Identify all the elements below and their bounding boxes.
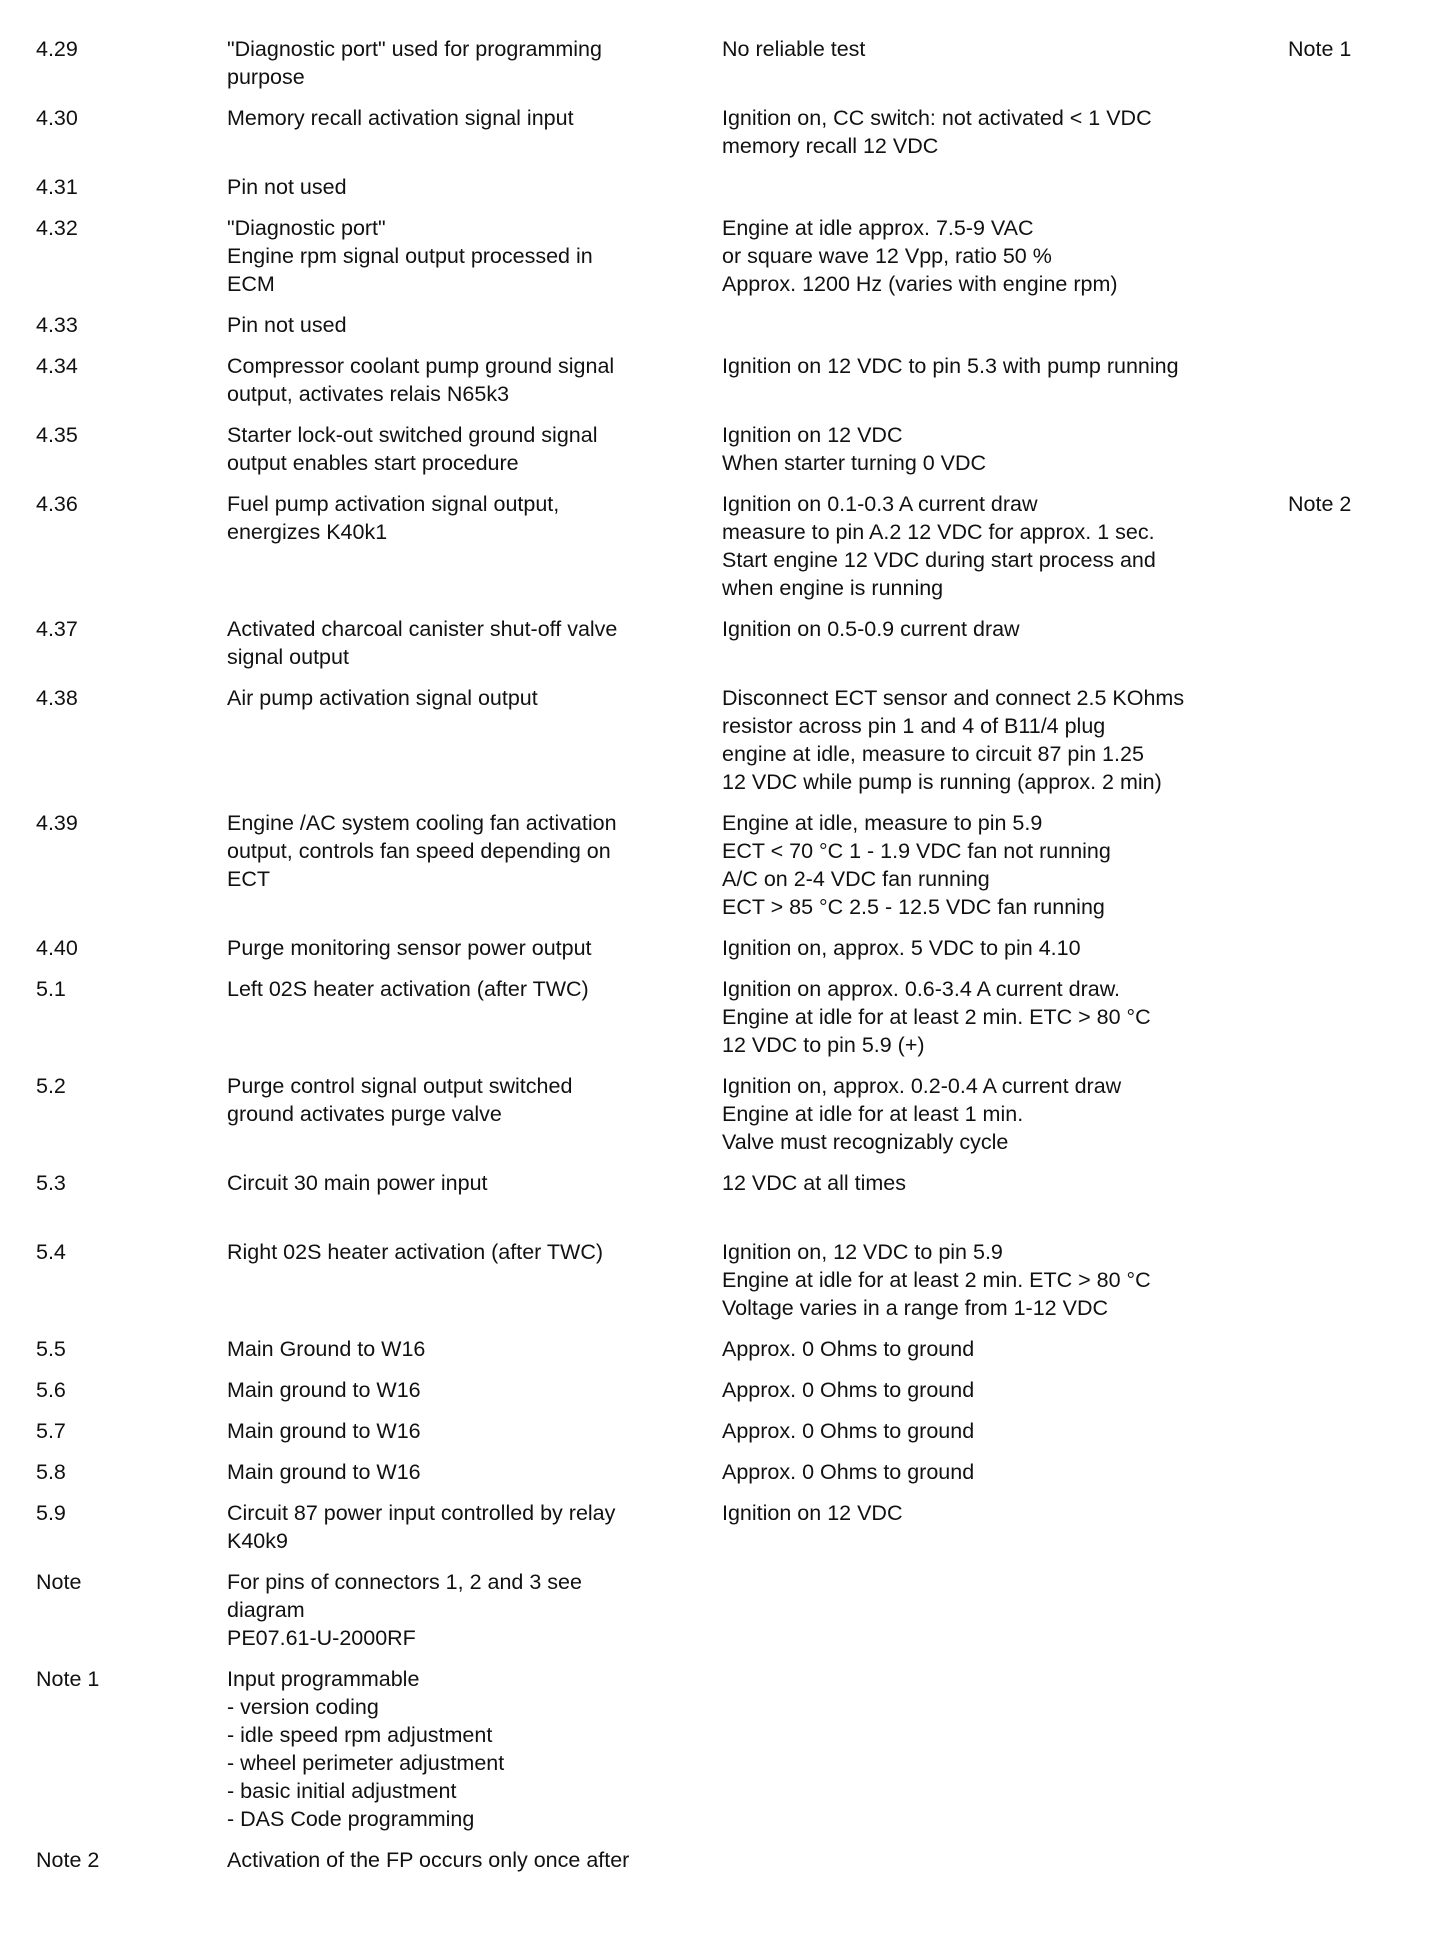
description-line: ECM (227, 272, 275, 296)
test-line: Ignition on, approx. 5 VDC to pin 4.10 (722, 936, 1081, 960)
pin-number: 4.36 (36, 492, 78, 516)
pin-description (227, 352, 722, 408)
test-line: Engine at idle for at least 1 min. (722, 1102, 1024, 1126)
test-condition (722, 1335, 1288, 1363)
test-line: Ignition on, approx. 0.2-0.4 A current draw (722, 1074, 1122, 1098)
test-line: memory recall 12 VDC (722, 134, 939, 158)
table-row (36, 214, 1436, 311)
description-line: - basic initial adjustment (227, 1779, 457, 1803)
table-row (36, 352, 1436, 421)
test-condition (722, 1376, 1288, 1404)
description-line: output, controls fan speed depending on (227, 839, 611, 863)
description-line: Activation of the FP occurs only once after (227, 1848, 630, 1872)
table-row (36, 311, 1436, 352)
test-line: Disconnect ECT sensor and connect 2.5 KOhms (722, 686, 1185, 710)
pin-number: 4.40 (36, 936, 78, 960)
description-line: Input programmable (227, 1667, 420, 1691)
pin-description (227, 1665, 722, 1833)
pin-description (227, 1417, 722, 1445)
table-row (36, 1335, 1436, 1376)
table-row (36, 173, 1436, 214)
table-row (36, 35, 1436, 104)
test-condition (722, 1417, 1288, 1445)
test-condition (722, 975, 1288, 1059)
table-row (36, 490, 1436, 615)
pin-description (227, 490, 722, 546)
table-row (36, 1568, 1436, 1665)
test-line: or square wave 12 Vpp, ratio 50 % (722, 244, 1052, 268)
description-line: Right 02S heater activation (after TWC) (227, 1240, 604, 1264)
description-line: Main Ground to W16 (227, 1337, 426, 1361)
description-line: Purge control signal output switched (227, 1074, 573, 1098)
test-line: Engine at idle for at least 2 min. ETC > 80 °C (722, 1005, 1151, 1029)
test-line: A/C on 2-4 VDC fan running (722, 867, 990, 891)
description-line: Circuit 87 power input controlled by relay (227, 1501, 616, 1525)
description-line: ECT (227, 867, 270, 891)
table-row (36, 975, 1436, 1072)
table-row (36, 1072, 1436, 1169)
description-line: Fuel pump activation signal output, (227, 492, 560, 516)
test-condition (722, 1238, 1288, 1322)
description-line: - DAS Code programming (227, 1807, 475, 1831)
test-line: Valve must recognizably cycle (722, 1130, 1009, 1154)
test-line: Ignition on 0.5-0.9 current draw (722, 617, 1020, 641)
pin-description (227, 421, 722, 477)
pin-number: 5.6 (36, 1378, 66, 1402)
test-line: Ignition on 12 VDC to pin 5.3 with pump running (722, 354, 1179, 378)
pin-description (227, 1072, 722, 1128)
pin-description (227, 173, 722, 201)
note-reference: Note 1 (1288, 37, 1352, 61)
pin-description (227, 1335, 722, 1363)
pin-description (227, 1568, 722, 1652)
table-row (36, 1417, 1436, 1458)
pin-number: 5.4 (36, 1240, 66, 1264)
table-row (36, 1499, 1436, 1568)
table-row (36, 104, 1436, 173)
description-line: Activated charcoal canister shut-off valve (227, 617, 618, 641)
test-condition (722, 352, 1288, 380)
description-line: Main ground to W16 (227, 1460, 421, 1484)
pin-description (227, 684, 722, 712)
test-line: Start engine 12 VDC during start process and (722, 548, 1156, 572)
pin-description (227, 1238, 722, 1266)
pin-number: Note 2 (36, 1848, 100, 1872)
note-reference: Note 2 (1288, 492, 1352, 516)
test-condition (722, 35, 1288, 63)
description-line: "Diagnostic port" (227, 216, 386, 240)
table-row (36, 615, 1436, 684)
table-row (36, 1665, 1436, 1846)
description-line: Purge monitoring sensor power output (227, 936, 592, 960)
pin-number: 5.1 (36, 977, 66, 1001)
test-line: Ignition on approx. 0.6-3.4 A current draw. (722, 977, 1121, 1001)
test-line: resistor across pin 1 and 4 of B11/4 plug (722, 714, 1106, 738)
description-line: - idle speed rpm adjustment (227, 1723, 493, 1747)
test-line: ECT < 70 °C 1 - 1.9 VDC fan not running (722, 839, 1111, 863)
test-condition (722, 1458, 1288, 1486)
pin-number: 4.29 (36, 37, 78, 61)
description-line: signal output (227, 645, 349, 669)
table-row (36, 1169, 1436, 1238)
test-condition (722, 104, 1288, 160)
table-row (36, 934, 1436, 975)
description-line: Left 02S heater activation (after TWC) (227, 977, 589, 1001)
test-condition (722, 421, 1288, 477)
pin-number: 5.9 (36, 1501, 66, 1525)
pin-description (227, 809, 722, 893)
pin-number: 4.33 (36, 313, 78, 337)
test-condition (722, 809, 1288, 921)
test-condition (722, 1499, 1288, 1527)
test-condition (722, 1169, 1288, 1197)
description-line: output, activates relais N65k3 (227, 382, 510, 406)
table-row (36, 684, 1436, 809)
pin-number: 5.8 (36, 1460, 66, 1484)
description-line: For pins of connectors 1, 2 and 3 see (227, 1570, 582, 1594)
pin-description (227, 1458, 722, 1486)
table-row (36, 1238, 1436, 1335)
test-line: Approx. 0 Ohms to ground (722, 1337, 975, 1361)
test-line: Ignition on 12 VDC (722, 1501, 903, 1525)
description-line: PE07.61-U-2000RF (227, 1626, 416, 1650)
test-line: 12 VDC while pump is running (approx. 2 min) (722, 770, 1162, 794)
test-line: Ignition on 12 VDC (722, 423, 903, 447)
description-line: Starter lock-out switched ground signal (227, 423, 598, 447)
description-line: "Diagnostic port" used for programming (227, 37, 602, 61)
pin-description (227, 975, 722, 1003)
pin-number: 4.37 (36, 617, 78, 641)
pin-description (227, 35, 722, 91)
test-line: 12 VDC at all times (722, 1171, 907, 1195)
pin-number: 5.5 (36, 1337, 66, 1361)
pin-description (227, 934, 722, 962)
pin-number: 4.30 (36, 106, 78, 130)
pin-number: 4.32 (36, 216, 78, 240)
table-row (36, 421, 1436, 490)
description-line: Engine rpm signal output processed in (227, 244, 593, 268)
description-line: diagram (227, 1598, 305, 1622)
pin-number: 4.39 (36, 811, 78, 835)
pin-number: 4.35 (36, 423, 78, 447)
description-line: energizes K40k1 (227, 520, 388, 544)
description-line: Engine /AC system cooling fan activation (227, 811, 617, 835)
test-line: Ignition on 0.1-0.3 A current draw (722, 492, 1038, 516)
pin-number: 4.31 (36, 175, 78, 199)
pin-number: Note (36, 1570, 82, 1594)
description-line: Memory recall activation signal input (227, 106, 574, 130)
table-row (36, 1376, 1436, 1417)
description-line: ground activates purge valve (227, 1102, 502, 1126)
description-line: Pin not used (227, 175, 347, 199)
test-condition (722, 934, 1288, 962)
description-line: - wheel perimeter adjustment (227, 1751, 505, 1775)
pin-number: 5.3 (36, 1171, 66, 1195)
test-line: Approx. 0 Ohms to ground (722, 1419, 975, 1443)
test-line: Engine at idle, measure to pin 5.9 (722, 811, 1043, 835)
test-condition (722, 1072, 1288, 1156)
description-line: K40k9 (227, 1529, 288, 1553)
pin-description (227, 1376, 722, 1404)
test-condition (722, 214, 1288, 298)
pin-number: Note 1 (36, 1667, 100, 1691)
pin-description (227, 104, 722, 132)
description-line: Air pump activation signal output (227, 686, 538, 710)
pin-number: 4.38 (36, 686, 78, 710)
pin-description (227, 214, 722, 298)
test-condition (722, 684, 1288, 796)
description-line: - version coding (227, 1695, 379, 1719)
pin-description (227, 615, 722, 671)
test-line: 12 VDC to pin 5.9 (+) (722, 1033, 925, 1057)
test-line: Approx. 0 Ohms to ground (722, 1460, 975, 1484)
table-row (36, 1846, 1436, 1887)
pin-number: 4.34 (36, 354, 78, 378)
test-condition (722, 490, 1288, 602)
pin-description (227, 311, 722, 339)
table-row (36, 1458, 1436, 1499)
test-line: Ignition on, CC switch: not activated < 1 VDC (722, 106, 1152, 130)
test-line: Approx. 1200 Hz (varies with engine rpm) (722, 272, 1118, 296)
test-line: when engine is running (722, 576, 944, 600)
test-line: Engine at idle approx. 7.5-9 VAC (722, 216, 1034, 240)
test-line: ECT > 85 °C 2.5 - 12.5 VDC fan running (722, 895, 1105, 919)
description-line: output enables start procedure (227, 451, 519, 475)
test-line: measure to pin A.2 12 VDC for approx. 1 sec. (722, 520, 1155, 544)
test-line: When starter turning 0 VDC (722, 451, 987, 475)
pin-assignment-table (36, 35, 1436, 1887)
pin-number: 5.7 (36, 1419, 66, 1443)
description-line: Main ground to W16 (227, 1378, 421, 1402)
test-line: Approx. 0 Ohms to ground (722, 1378, 975, 1402)
description-line: Compressor coolant pump ground signal (227, 354, 615, 378)
pin-description (227, 1169, 722, 1197)
test-line: Voltage varies in a range from 1-12 VDC (722, 1296, 1109, 1320)
description-line: purpose (227, 65, 305, 89)
pin-description (227, 1846, 722, 1874)
pin-number: 5.2 (36, 1074, 66, 1098)
test-line: No reliable test (722, 37, 866, 61)
description-line: Pin not used (227, 313, 347, 337)
pin-description (227, 1499, 722, 1555)
test-condition (722, 615, 1288, 643)
table-row (36, 809, 1436, 934)
test-line: Engine at idle for at least 2 min. ETC > 80 °C (722, 1268, 1151, 1292)
test-line: Ignition on, 12 VDC to pin 5.9 (722, 1240, 1003, 1264)
test-line: engine at idle, measure to circuit 87 pin 1.25 (722, 742, 1144, 766)
description-line: Main ground to W16 (227, 1419, 421, 1443)
description-line: Circuit 30 main power input (227, 1171, 488, 1195)
